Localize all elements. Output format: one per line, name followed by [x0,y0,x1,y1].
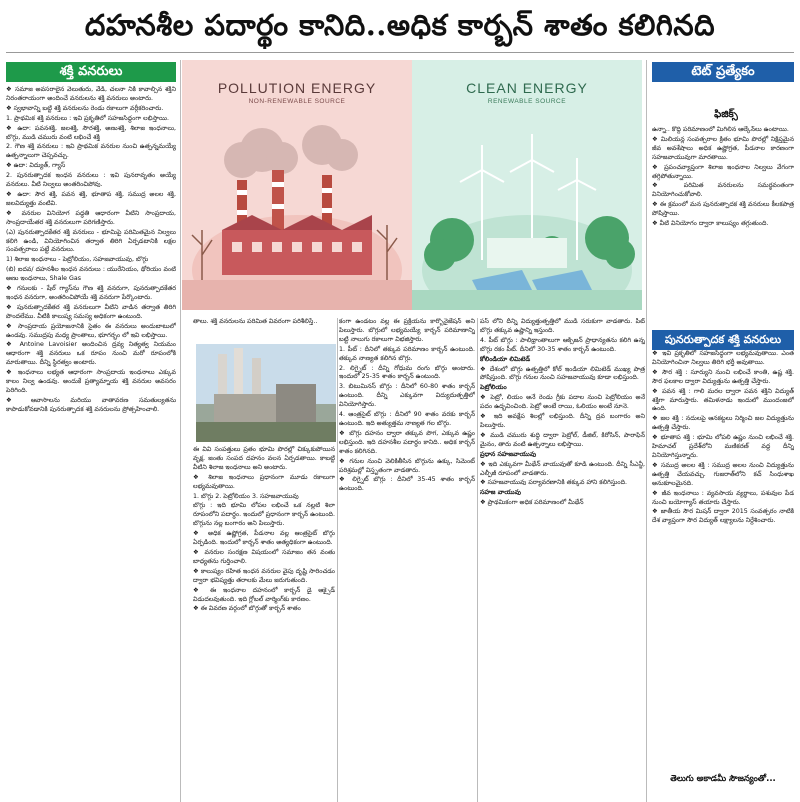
paragraph: ❖ పరిమిత వనరులను సమర్థవంతంగా వినియోగించుకోవాలి. [652,182,794,199]
paragraph: ❖ లిగ్నైట్ బొగ్గు : దీనిలో 35-45 శాతం కార్బన్ ఉంటుంది. [339,476,475,493]
paragraph: ఈ వివి సంపత్తులు ప్రతం భూమి పొరల్లో చిక్కుకుపోయిన వృక్ష, జంతు సంపద దహనం వలన ఏర్పడతాయి. కాబట్టి వీటిని శిలాజ ఇంధనాలు అని అంటారు. [193,446,335,471]
clean-energy-title: CLEAN ENERGY [466,80,588,96]
paragraph: 1) శిలాజ ఇంధనాలు - పెట్రోలియం, సహజవాయువు, బొగ్గు [6,256,149,264]
paragraph: ❖ ఉదా: పవనశక్తి, జలశక్తి, సౌరశక్తి, అణుశక్తి, శిలాజ ఇంధనాలు, బొగ్గు, ముడి చమురు వంటి లభించే శక్తి [6,124,176,141]
paragraph: ❖ గనుల నుంచి వెలికితీసిన బొగ్గును ఉక్కు, సిమెంట్ పరిశ్రమల్లో విస్తృతంగా వాడతారు. [339,457,475,474]
article-column-3 [339,318,475,802]
paragraph: ❖ సాంప్రదాయ ప్రయోజనానికి సైతం ఈ వనరులు అందుబాటులో ఉండవు. సముద్రపు మధ్య ప్రాంతాలు, భూగర్భం లో ఇవి లభిస్తాయి. [6,322,176,339]
column-divider [337,318,338,802]
paragraph: ఉన్నా.. కొద్ది పరిమాణంలో మిగిలిన ఆల్కేన్‌లు ఉంటాయి. [652,126,789,133]
paragraph: ❖ బొగ్గు దహనం ద్వారా తక్కువ పొగ, ఎక్కువ ఉష్ణం లభిస్తుంది. ఇది దహనశీల పదార్థం కానిది.. అధిక కార్బన్ శాతం కలిగినది. [339,429,475,455]
clean-energy-illustration [412,120,642,310]
paragraph: ❖ వనరుల సంరక్షణ విషయంలో సమాజం తన వంతు బాధ్యతను గుర్తించాలి. [193,548,335,565]
renewable-label: RENEWABLE SOURCE [487,98,567,105]
paragraph: ❖ ప్రాథమికంగా అధిక పరిమాణంలో మీథేన్ [480,499,584,507]
paragraph: ❖ భూతాప శక్తి : భూమి లోపలి ఉష్ణం నుంచి లభించే శక్తి. హిమాచల్ ప్రదేశ్‌లోని మణికరణ్ వద్ద దీన్ని వినియోగిస్తున్నారు. [652,434,794,459]
physics-subhead: ఫిజిక్స్ [714,109,738,120]
column-divider [477,318,478,802]
paragraph: ❖ వీటి వినియోగం ద్వారా కాలుష్యం తగ్గుతుంది. [652,220,769,228]
paragraph: ❖ ఇది అవక్షేప శిలల్లో లభిస్తుంది. దీన్ని ద్రవ బంగారం అని పిలుస్తారు. [480,413,645,429]
paragraph: 2. గౌణ శక్తి వనరులు : ఇవి ప్రాథమిక వనరుల నుంచి ఉత్పన్నమయ్యే ఉత్పన్నాలుగా చెప్పవచ్చు. [6,143,176,160]
paragraph: ❖ పునరుత్పాదకేతర శక్తి వనరులుగా వీటిని వాడిన తర్వాత తిరిగి పొందలేము. వీటికి కాలుష్య సమస్య అధికంగా ఉంటుంది. [6,303,176,320]
paragraph: 3. బిటుమినస్ బొగ్గు : దీనిలో 60-80 శాతం కార్బన్ ఉంటుంది. దీన్ని ఎక్కువగా విద్యుదుత్పత్తిలో వినియోగిస్తారు. [339,383,475,409]
article-column-5 [652,126,794,316]
paragraph: 1. ప్రాథమిక శక్తి వనరులు : ఇవి ప్రకృతిలో సహజసిద్ధంగా లభిస్తాయి. [6,114,170,122]
paragraph: 4. ఆంత్రసైట్ బొగ్గు : దీనిలో 90 శాతం వరకు కార్బన్ ఉంటుంది. ఇది అత్యుత్తమ నాణ్యత గల బొగ్గు. [339,411,475,427]
pollution-energy-panel [182,60,412,310]
column-divider [646,60,647,802]
courtesy-credit: తెలుగు అకాడమీ సౌజన్యంతో... [670,774,776,784]
paragraph: ❖ సహజవాయువు పర్యావరణానికి తక్కువ హాని కలిగిస్తుంది. [480,479,628,487]
energy-infographic [182,60,642,310]
paragraph: ❖ జాతీయ సౌర మిషన్ ద్వారా 2015 సంవత్సరం నాటికి దేశ వ్యాప్తంగా సౌర విద్యుత్ లక్ష్యాలను నిర్దేశించారు. [652,508,794,525]
non-renewable-label: NON-RENEWABLE SOURCE [248,98,346,105]
subheading: ప్రధాన సహజవాయువు [480,450,537,458]
paragraph: తాలు. శక్తి వనరులను పరిమిత వివరంగా పరిశీలిస్తే.. [193,318,318,325]
paragraph: బొగ్గు : ఇది భూమి లోపల లభించే ఒక నల్లటి శిలా రూపంలోని పదార్థం. ఇందులో ప్రధానంగా కార్బన్ ఉంటుంది. బొగ్గును నల్ల బంగారం అని పిలుస్తారు. [193,502,335,528]
article-column-2-intro [193,318,335,342]
paragraph: 2. లిగ్నైట్ : దీన్ని గోధుమ రంగు బొగ్గు అంటారు. ఇందులో 25-35 శాతం కార్బన్ ఉంటుంది. [339,364,475,381]
paragraph: ❖ ప్రపంచవ్యాప్తంగా శిలాజ ఇంధనాల నిల్వలు వేగంగా తగ్గిపోతున్నాయి. [652,163,794,180]
paragraph: ❖ ఈ ఇంధనాల దహనంలో కార్బన్ డై ఆక్సైడ్ విడుదలవుతుంది. ఇది గ్లోబల్ వార్మింగ్‌కు కారణం. [193,586,335,603]
clean-energy-panel [412,60,642,310]
paragraph: 1. పీట్ : దీనిలో తక్కువ పరిమాణం కార్బన్ ఉంటుంది. తక్కువ నాణ్యత కలిగిన బొగ్గు. [339,345,475,362]
paragraph: ❖ Antoine Lavoisier అందించిన ద్రవ్య నిత్యత్వ నియమం ఆధారంగా శక్తి వనరులు ఒక రూపం నుంచి మరో రూపంలోకి మారుతాయి. దీన్ని స్థిరత్వం అంటారు. [6,341,176,367]
paragraph: ❖ వనరుల వినియోగ పద్ధతి ఆధారంగా వీటిని సాంప్రదాయ, సాంప్రదాయేతర శక్తి వనరులుగా పరిగణిస్తారు. [6,209,176,226]
paragraph: పస్ లోని దీన్ని విద్యుత్తుత్పత్తిలో ముడి సరుకుగా వాడతారు. పీట్ బొగ్గు తక్కువ ఉష్ణాన్ని ఇస్తుంది. [480,318,645,334]
paragraph: ❖ ముడి చమురు శుద్ధి ద్వారా పెట్రోల్, డీజిల్, కిరోసిన్, పారాఫిన్ మైనం, తారు వంటి ఉత్పన్నాలు లభిస్తాయి. [480,431,645,448]
paragraph: ❖ గనులకు - షేల్ గ్యాస్‌ను గౌణ శక్తి వనరుగా, పునరుత్పాదకేతర ఇంధన వనరుగా, అంతరించిపోయే శక్తి వనరుగా పేర్కొంటారు. [6,285,176,301]
pollution-energy-title: POLLUTION ENERGY [217,80,377,96]
article-column-4 [480,318,645,802]
paragraph: ❖ దేశంలో బొగ్గు ఉత్పత్తిలో కోల్ ఇండియా లిమిటెడ్ ముఖ్య పాత్ర పోషిస్తుంది. బొగ్గు గనుల నుంచి సహజవాయువు కూడా లభిస్తుంది. [480,365,645,382]
paragraph: ❖ ఉదా: విద్యుత్, గ్యాస్ [6,162,66,170]
article-column-6 [652,350,794,770]
paragraph: ❖ అధిక ఉష్ణోగ్రత, పీడనాల వల్ల ఆంత్రసైట్ బొగ్గు ఏర్పడింది. ఇందులో కార్బన్ శాతం అత్యధికంగా ఉంటుంది. [193,530,335,547]
paragraph: ❖ ఈ వివరణ వర్గంలో బొగ్గుతో కార్బన్ శాతం [193,605,301,613]
headline: దహనశీల పదార్థం కానిది..అధిక కార్బన్ శాతం కలిగినది [84,8,716,42]
paragraph: ❖ జల శక్తి : నదులపై ఆనకట్టలు నిర్మించి జల విద్యుత్తును ఉత్పత్తి చేస్తారు. [652,415,794,432]
paragraph: ❖ జీవ ఇంధనాలు : వ్యవసాయ వ్యర్థాలు, పశువుల పేడ నుంచి బయోగ్యాస్ తయారు చేస్తారు. [652,489,794,506]
section-band-energy-resources: శక్తి వనరులు [6,62,176,82]
paragraph: కంగా ఉండటం వల్ల ఈ ప్రక్రియను కార్బొనైజేషన్ అని పిలుస్తారు. బొగ్గులో లభ్యమయ్యే కార్బన్ పరిమాణాన్ని బట్టి నాలుగు రకాలుగా విభజిస్తారు. [339,318,475,343]
paragraph: ❖ ఉదా: సౌర శక్తి, పవన శక్తి, భూతాప శక్తి, సముద్ర అలల శక్తి, జలవిద్యుత్తు వంటివి. [6,190,176,207]
paragraph: 4. పీట్ బొగ్గు : పాలిథ్రాంతాలుగా ఆక్సిజన్ ప్రాధాన్యతను కలిగి ఉన్న బొగ్గు రకం పీట్. దీనిలో 30-35 శాతం కార్బన్ ఉంటుంది. [480,336,645,353]
paragraph: (ఎ) పునరుత్పాదకేతర శక్తి వనరులు - భూమిపై పరిమితమైన నిల్వలు కలిగి ఉండి, వినియోగించిన తర్వాత తిరిగి ఏర్పడటానికి లక్షల సంవత్సరాలు పట్టే వనరులు. [6,228,176,254]
paragraph: ❖ ఇవి ప్రకృతిలో సహజసిద్ధంగా లభ్యమవుతాయి. ఎంత వినియోగించినా నిల్వలు తిరిగి భర్తీ అవుతాయి. [652,350,794,366]
section-band-tet-special: టెట్ ప్రత్యేకం [652,62,794,82]
headline-rule [6,52,794,53]
paragraph: ❖ సముద్ర అలల శక్తి : సముద్ర అలల నుంచి విద్యుత్తును ఉత్పత్తి చేయవచ్చు. గుజరాత్‌లోని కచ్ సింధుశాఖ అనుకూలమైనది. [652,461,794,487]
paragraph: ❖ శిలాజ ఇంధనాలు ప్రధానంగా మూడు రకాలుగా లభ్యమవుతాయి. [193,473,335,490]
subheading: సహజ వాయువు [480,489,521,497]
paragraph: ❖ సౌర శక్తి : సూర్యుని నుంచి లభించే కాంతి, ఉష్ణ శక్తి. సౌర ఫలకాల ద్వారా విద్యుత్తును ఉత్పత్తి చేస్తారు. [652,368,794,385]
subheading: కోలిండియా లిమిటెడ్ [480,355,531,363]
power-plant-photo [196,344,336,442]
subheading: పెట్రోలియం [480,384,507,392]
paragraph: ❖ ఆవాసాలను మరియు వాతావరణ సమతుల్యతను కాపాడుకోవడానికి పునరుత్పాదక శక్తి వనరులను ప్రోత్సహించాలి. [6,396,176,413]
paragraph: ❖ పవన శక్తి : గాలి మరల ద్వారా పవన శక్తిని విద్యుత్ శక్తిగా మారుస్తారు. తమిళనాడు ఇందులో ముందంజలో ఉంది. [652,387,794,413]
column-divider [180,60,181,802]
article-column-1 [6,86,176,802]
article-column-2 [193,446,335,802]
paragraph: 2. పునరుత్పాదక ఇంధన వనరులు : ఇవి పునరావృతం అయ్యే వనరులు. వీటి నిల్వలు అంతరించిపోవు. [6,172,176,189]
paragraph: ❖ పెట్రో, లియం అనే రెండు గ్రీకు పదాల నుంచి పెట్రోలియం అనే పదం ఉద్భవించింది. పెట్రో అంటే రాయి, ఓలియం అంటే నూనె. [480,394,645,411]
paragraph: ❖ మిలియన్ల సంవత్సరాల క్రితం భూమి పొరల్లో నిక్షిప్తమైన జీవ అవశేషాలు అధిక ఉష్ణోగ్రత, పీడనాల కారణంగా సహజవాయువుగా మారతాయి. [652,135,794,161]
paragraph: ❖ స్వభావాన్ని బట్టి శక్తి వనరులను రెండు రకాలుగా వర్గీకరించారు. [6,104,164,112]
section-band-renewable: పునరుత్పాదక శక్తి వనరులు [652,330,794,350]
factory-illustration [182,120,412,310]
paragraph: ❖ ఇది ఎక్కువగా మీథేన్ వాయువుతో కూడి ఉంటుంది. దీన్ని సీఎన్జీ, ఎల్పీజీ రూపంలో వాడతారు. [480,460,645,477]
paragraph: ❖ కాలుష్యం రహిత ఇంధన వనరుల వైపు దృష్టి సారించడం ద్వారా భవిష్యత్తు తరాలకు మేలు జరుగుతుంది. [193,567,335,584]
paragraph: 1. బొగ్గు 2. పెట్రోలియం 3. సహజవాయువు [193,492,299,500]
paragraph: ❖ ఇంధనాలు లభ్యత ఆధారంగా సాంప్రదాయ ఇంధనాలు ఎక్కువ కాలం నిల్వ ఉండవు. అందుకే ప్రత్యామ్నాయ శక్తి వనరుల అవసరం పెరిగింది. [6,369,176,394]
paragraph: (బి) ఐదవ/ దహనశీల ఇంధన వనరులు : యురేనియం, థోరియం వంటి అణు ఇంధనాలు, Shale Gas [6,266,176,283]
paragraph: ❖ ఈ క్రమంలో మన పునరుత్పాదక శక్తి వనరులు కీలకపాత్ర పోషిస్తాయి. [652,201,794,218]
paragraph: ❖ సమాజ అవసరాలైన వెలుతురు, వేడి, చలనా నికి కావాల్సిన శక్తిని నిరంతరాయంగా అందించే వనరులను శక్తి వనరులు అంటారు. [6,86,176,102]
